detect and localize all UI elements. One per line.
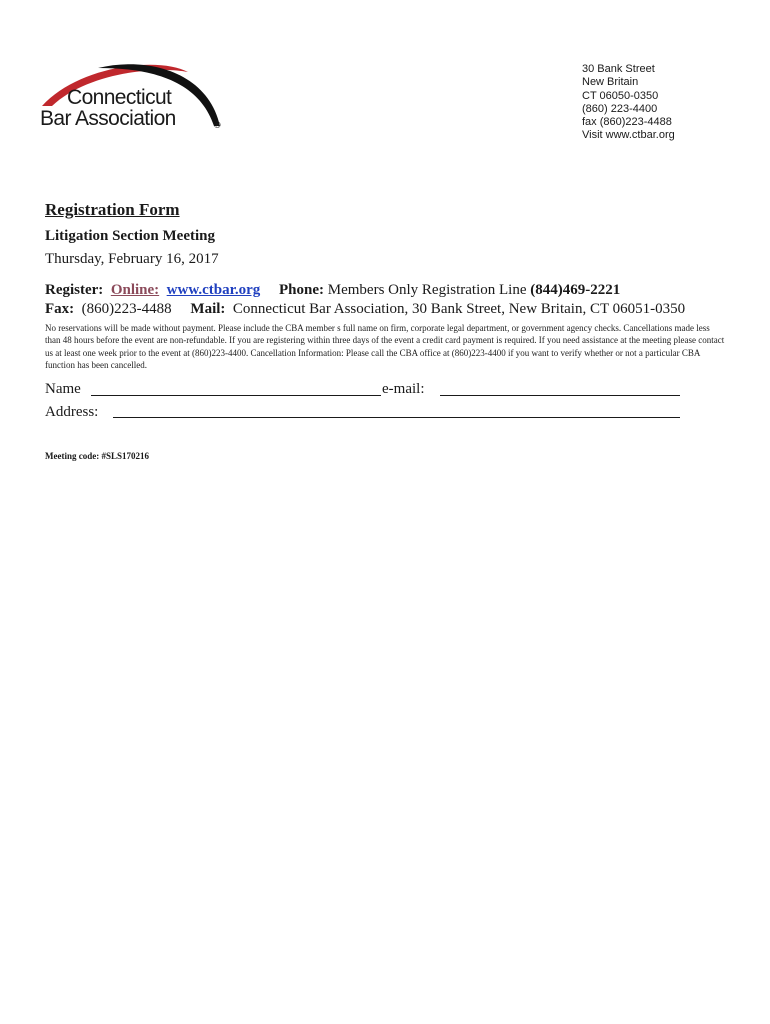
logo-text-bar-association: Bar Association [40,107,176,130]
phone-label: Phone: [279,282,325,298]
address-input-line[interactable] [113,417,680,418]
phone-text: Members Only Registration Line [327,282,527,298]
registered-mark: ® [214,120,221,130]
form-title: Registration Form [45,200,180,219]
address-line: Visit www.ctbar.org [582,129,675,142]
cba-logo [38,62,228,134]
register-line [45,282,620,299]
email-label: e-mail: [382,381,425,397]
address-line: fax (860)223-4488 [582,116,672,129]
name-input-line[interactable] [91,395,381,396]
event-date: Thursday, February 16, 2017 [45,251,219,267]
email-input-line[interactable] [440,395,680,396]
phone-number: (844)469-2221 [530,282,621,298]
online-link[interactable]: Online: [110,282,160,298]
meeting-code: Meeting code: #SLS170216 [45,451,149,461]
fax-number: (860)223-4488 [81,301,172,317]
address-line: 30 Bank Street [582,63,655,75]
address-line: New Britain [582,76,639,89]
name-label: Name [45,381,81,397]
mail-address: Connecticut Bar Association, 30 Bank Street, New Britain, CT 06051-0350 [232,301,686,317]
contact-address-block [582,63,675,143]
fax-label: Fax: [45,301,75,317]
payment-notice: No reservations will be made without payment. Please include the CBA member s full name on firm, corporate legal department, or government agency checks. Cancellations made less than 48 hours before the event are non-refundable. If you are registering within three days of the event a credit card payment is required. If you need assistance at the meeting please contact us at least one week prior to the event at (860)223-4400. Cancellation Information: Please call the CBA office at (860)223-4400 if you want to verify whether or not a particular CBA function has been cancelled. [45,323,725,371]
address-line: (860) 223-4400 [582,102,658,115]
register-label: Register: [45,282,104,298]
mail-label: Mail: [190,301,226,317]
address-label: Address: [45,404,99,420]
event-title: Litigation Section Meeting [45,228,215,244]
website-link[interactable]: www.ctbar.org [166,282,261,298]
address-line: CT 06050-0350 [582,89,659,102]
logo-text-connecticut: Connecticut [67,86,172,109]
fax-mail-line [45,301,685,318]
